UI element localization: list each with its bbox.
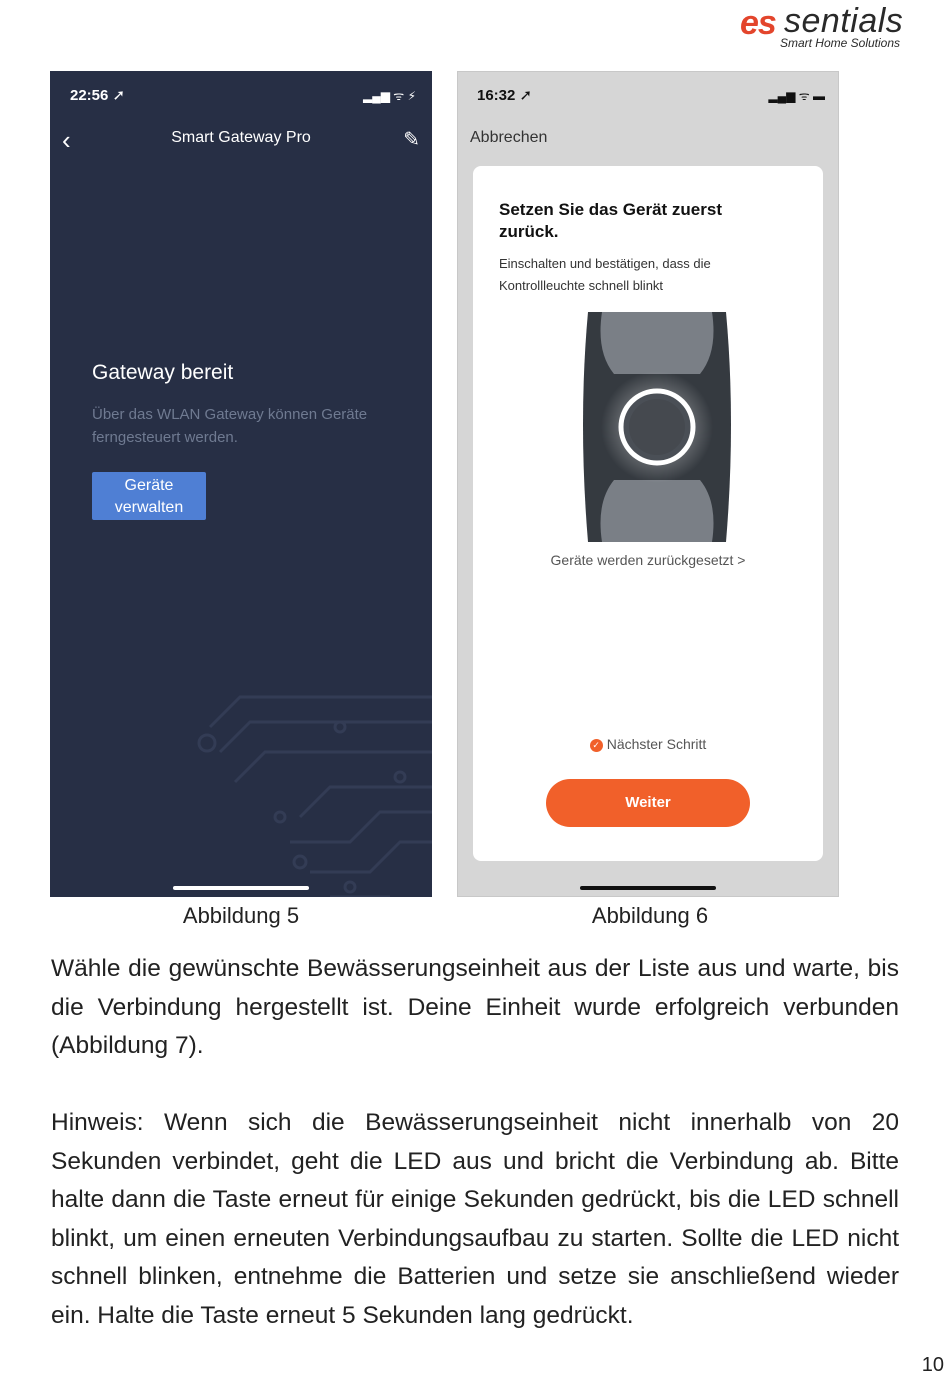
back-icon[interactable]: ‹ — [62, 125, 71, 155]
logo-wordmark: sentials — [784, 2, 904, 40]
reset-heading: Setzen Sie das Gerät zuerst zurück. — [499, 200, 722, 241]
screen-title: Smart Gateway Pro — [171, 129, 311, 146]
figure-caption-5: Abbildung 5 — [182, 903, 300, 928]
gateway-description: Über das WLAN Gateway können Geräte ferngesteuert werden. — [92, 406, 368, 446]
instruction-paragraph: Wähle die gewünschte Bewässerungseinheit aus der Liste aus und warte, bis die Verbindung hergestellt ist. Deine Einheit wurde erfolgreich verbunden (Abbildung 7). — [51, 955, 899, 1060]
reset-description: Einschalten und bestätigen, dass die Kontrollleuchte schnell blinkt — [499, 256, 711, 293]
cancel-link[interactable]: Abbrechen — [470, 129, 548, 146]
continue-button[interactable]: Weiter — [546, 779, 750, 827]
next-step-checkbox[interactable] — [473, 736, 823, 752]
gateway-heading: Gateway bereit — [92, 361, 234, 384]
page-number: 10 — [921, 1354, 944, 1376]
status-time: 16:32 ➚ — [477, 87, 533, 104]
screenshot-reset-device — [457, 71, 839, 897]
manage-devices-button[interactable]: Geräte verwalten — [92, 472, 206, 520]
status-icons: ▂▄▆ ᯤ ⚡ — [362, 89, 416, 103]
figure-caption-6: Abbildung 6 — [591, 903, 709, 928]
brand-logo — [740, 2, 904, 52]
edit-icon[interactable]: ✎ — [403, 129, 420, 151]
reset-help-link[interactable]: Geräte werden zurückgesetzt > — [550, 552, 746, 568]
status-time: 22:56 ➚ — [70, 87, 126, 104]
home-indicator — [173, 886, 309, 890]
note-paragraph: Hinweis: Wenn sich die Bewässerungseinheit nicht innerhalb von 20 Sekunden verbindet, geht die LED aus und bricht die Verbindung ab. Bitte halte dann die Taste erneut für einige Sekunden gedrückt, bis die LED schnell blinkt, um einen erneuten Verbindungsaufbau zu starten. Sollte die LED nicht schnell blinken, entnehme die Batterien und setze sie anschließend wieder ein. Halte die Taste erneut 5 Sekunden lang gedrückt. — [51, 1109, 899, 1329]
logo-prefix: es — [740, 4, 776, 42]
circuit-decoration — [50, 657, 432, 897]
screenshot-gateway-ready — [50, 71, 432, 897]
reset-card — [473, 166, 823, 861]
next-step-label: Nächster Schritt — [606, 736, 707, 752]
device-illustration — [580, 312, 734, 542]
home-indicator — [580, 886, 716, 890]
status-icons: ▂▄▆ ᯤ ▬ — [768, 89, 825, 103]
logo-tagline: Smart Home Solutions — [779, 36, 900, 50]
check-icon: ✓ — [590, 739, 603, 752]
